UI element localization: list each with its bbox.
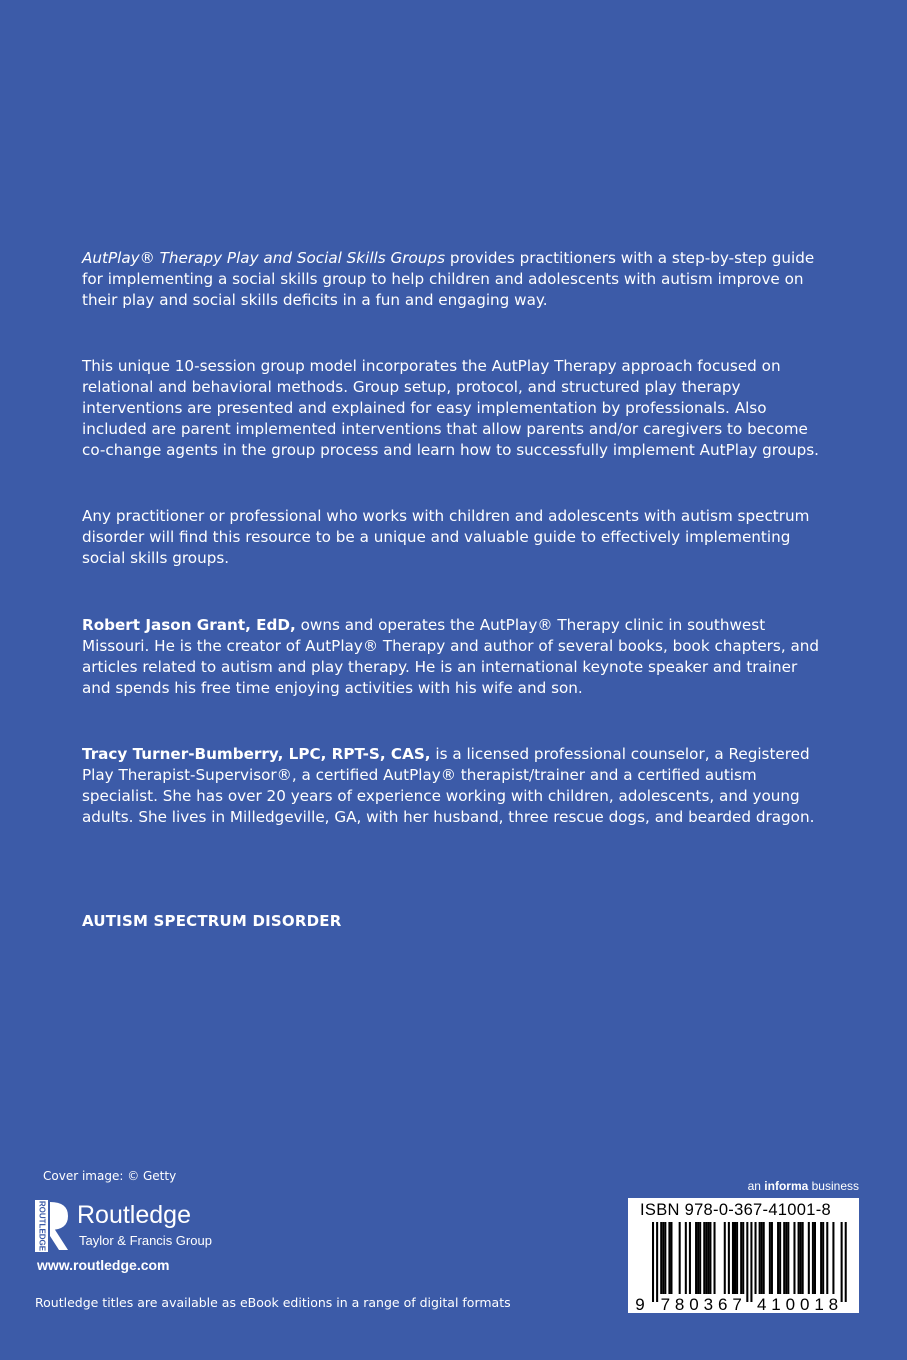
- barcode-bar: [812, 1222, 814, 1294]
- author-bio-1-text: owns and operates the AutPlay® Therapy clinic in southwest Missouri. He is the creator of AutPlay® Therapy and author of several books, book chapters, and articles related to autism and play therapy. He is an international keynote speaker and trainer and spends his free time enjoying activities with his wife and son.: [82, 616, 820, 697]
- publisher-name: Routledge: [77, 1201, 191, 1229]
- barcode-digit: 1: [814, 1295, 824, 1313]
- routledge-mark-text: ROUTLEDGE: [37, 1200, 47, 1252]
- author-bio-2-text: is a licensed professional counselor, a Registered Play Therapist-Supervisor®, a certified AutPlay® therapist/trainer and a certified autism specialist. She has over 20 years of experience working with children, adolescents, and young adults. She lives in Milledgeville, GA, with her husband, three rescue dogs, and bearded dragon.: [82, 745, 815, 826]
- barcode-bar: [769, 1222, 771, 1294]
- barcode-bar: [703, 1222, 705, 1294]
- barcode-bar: [742, 1222, 744, 1294]
- barcode-digit: 6: [717, 1295, 728, 1313]
- author-name-2: Tracy Turner-Bumberry, LPC, RPT-S, CAS,: [82, 745, 431, 763]
- barcode-bar: [656, 1222, 658, 1302]
- barcode-bar: [714, 1222, 716, 1294]
- barcode-bar: [820, 1222, 822, 1294]
- barcode-bar: [822, 1222, 824, 1294]
- barcode-bar: [668, 1222, 670, 1294]
- barcode-bar: [793, 1222, 795, 1294]
- barcode-bar: [734, 1222, 736, 1294]
- barcode-bar: [755, 1222, 757, 1294]
- barcode-bar: [746, 1222, 748, 1302]
- barcode-digit: 9: [635, 1295, 645, 1313]
- subject-category: AUTISM SPECTRUM DISORDER: [82, 912, 342, 930]
- cover-image-credit: Cover image: © Getty: [43, 1169, 177, 1183]
- barcode-digit: 7: [660, 1295, 671, 1313]
- barcode-bar: [662, 1222, 664, 1294]
- author-bio-2: [82, 744, 822, 828]
- informa-business-tagline: [748, 1179, 859, 1193]
- barcode-bar: [732, 1222, 734, 1294]
- ebook-note: Routledge titles are available as eBook editions in a range of digital formats: [35, 1295, 511, 1310]
- barcode-digit: 0: [799, 1295, 810, 1313]
- barcode-digit: 0: [689, 1295, 699, 1313]
- barcode-digit: 3: [703, 1295, 714, 1313]
- barcode-digit: 1: [771, 1295, 781, 1313]
- barcode-bar: [707, 1222, 709, 1294]
- barcode-bar: [724, 1222, 726, 1294]
- barcode-bar: [787, 1222, 789, 1294]
- barcode-bar: [699, 1222, 701, 1294]
- barcode-bar: [763, 1222, 765, 1294]
- barcode-bar: [759, 1222, 761, 1294]
- description-paragraph-1-text: provides practitioners with a step-by-step guide for implementing a social skills group to help children and adolescents with autism improve on their play and social skills deficits in a fun and engaging way.: [82, 249, 815, 309]
- barcode-digit: 7: [732, 1295, 742, 1313]
- barcode-bar: [652, 1222, 654, 1302]
- barcode-bar: [695, 1222, 697, 1294]
- barcode-bar: [826, 1222, 828, 1294]
- barcode-digit: 0: [785, 1295, 796, 1313]
- isbn-barcode: [628, 1198, 859, 1313]
- barcode-bar: [664, 1222, 666, 1294]
- barcode-digit: 8: [828, 1295, 839, 1313]
- routledge-logo: [35, 1200, 235, 1255]
- barcode-bar: [802, 1222, 804, 1294]
- barcode-bar: [679, 1222, 681, 1294]
- barcode-bar: [689, 1222, 691, 1294]
- book-title-italic: AutPlay® Therapy Play and Social Skills Groups: [82, 249, 445, 267]
- barcode-bar: [777, 1222, 779, 1294]
- barcode-bar: [779, 1222, 781, 1294]
- informa-prefix: an: [747, 1179, 765, 1193]
- informa-brand: informa: [764, 1179, 809, 1193]
- barcode-bar: [761, 1222, 763, 1294]
- publisher-website: www.routledge.com: [37, 1257, 170, 1273]
- barcode-bar: [705, 1222, 707, 1294]
- barcode-bar: [783, 1222, 785, 1294]
- barcode-bar: [800, 1222, 802, 1294]
- informa-suffix: business: [808, 1179, 859, 1193]
- barcode-bar: [740, 1222, 742, 1294]
- barcode-bar: [709, 1222, 711, 1294]
- isbn-label: ISBN 978-0-367-41001-8: [640, 1201, 831, 1219]
- barcode-bar: [750, 1222, 752, 1302]
- barcode-bar: [736, 1222, 738, 1294]
- author-bio-1: [82, 615, 822, 699]
- barcode-bar: [814, 1222, 816, 1294]
- barcode-bar: [808, 1222, 810, 1294]
- barcode-bar: [670, 1222, 672, 1294]
- barcode-bar: [728, 1222, 730, 1294]
- barcode-bar: [798, 1222, 800, 1294]
- barcode-digit: 4: [756, 1295, 767, 1313]
- barcode-bar: [771, 1222, 773, 1294]
- barcode-bar: [660, 1222, 662, 1294]
- barcode-bar: [685, 1222, 687, 1294]
- barcode-bar: [785, 1222, 787, 1294]
- description-paragraph-3: Any practitioner or professional who works with children and adolescents with autism spectrum disorder will find this resource to be a unique and valuable guide to effectively implementing social skills groups.: [82, 507, 810, 567]
- barcode-bar: [697, 1222, 699, 1294]
- barcode-bar: [841, 1222, 843, 1302]
- author-name-1: Robert Jason Grant, EdD,: [82, 616, 296, 634]
- routledge-mark-icon: [35, 1200, 69, 1252]
- publisher-group: Taylor & Francis Group: [79, 1233, 212, 1248]
- description-paragraph-2: This unique 10-session group model incorporates the AutPlay Therapy approach focused on relational and behavioral methods. Group setup, protocol, and structured play therapy interventions are presented and explained for easy implementation by professionals. Also included are parent implemented interventions that allow parents and/or caregivers to become co-change agents in the group process and learn how to successfully implement AutPlay groups.: [82, 357, 819, 459]
- description-paragraph-1: [82, 248, 822, 311]
- barcode-digit: 8: [674, 1295, 685, 1313]
- barcode-bar: [845, 1222, 847, 1302]
- barcode-bar: [832, 1222, 834, 1294]
